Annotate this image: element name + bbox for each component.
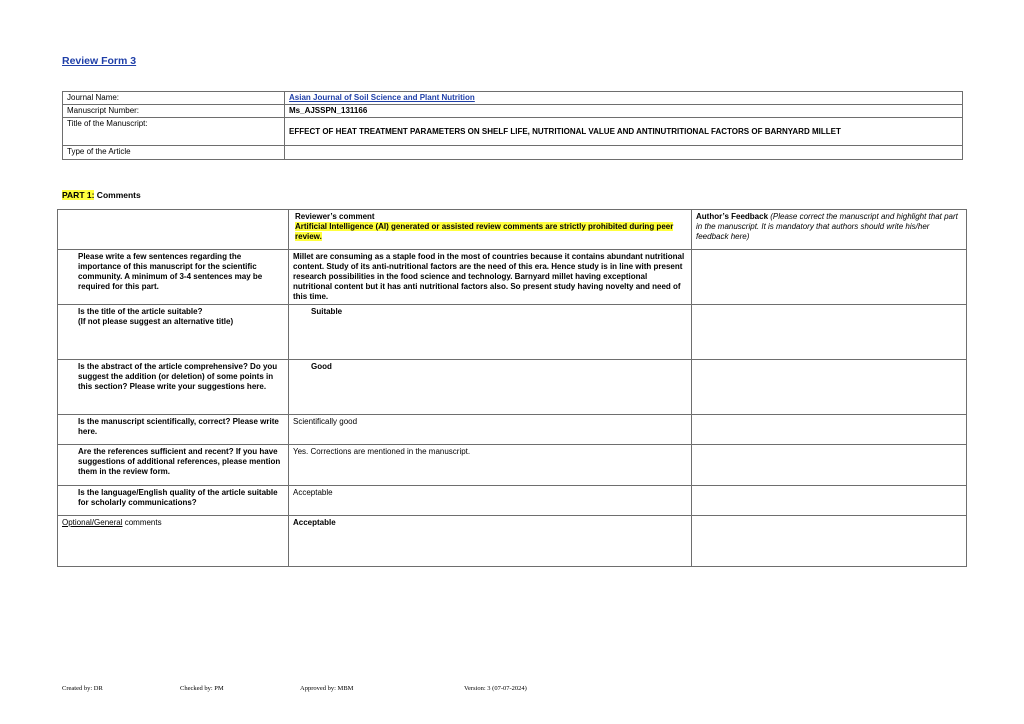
author-feedback-cell[interactable] <box>692 360 967 415</box>
reviewer-header: Reviewer’s comment <box>295 212 375 221</box>
author-feedback-cell[interactable] <box>692 415 967 445</box>
footer-approved: Approved by: MBM <box>300 685 354 692</box>
part1-suffix: Comments <box>94 190 141 200</box>
footer <box>62 685 582 695</box>
author-header-cell <box>692 210 967 250</box>
manuscript-info-table <box>62 91 963 160</box>
author-feedback-cell[interactable] <box>692 305 967 360</box>
title-value: EFFECT OF HEAT TREATMENT PARAMETERS ON SHELF LIFE, NUTRITIONAL VALUE AND ANTINUTRITIONAL FACTORS OF BARNYARD MILLET <box>285 118 963 146</box>
part1-label: PART 1: <box>62 190 95 200</box>
header-empty-cell <box>58 210 289 250</box>
author-feedback-cell[interactable] <box>692 250 967 305</box>
optional-comments-row <box>58 516 967 567</box>
manuscript-number-label: Manuscript Number: <box>63 105 285 118</box>
question-importance: Please write a few sentences regarding the importance of this manuscript for the scientific community. A minimum of 3-4 sentences may be required for this part. <box>58 250 289 305</box>
table-row <box>58 305 967 360</box>
table-row <box>58 445 967 486</box>
optional-comments-label-cell <box>58 516 289 567</box>
question-abstract: Is the abstract of the article comprehensive? Do you suggest the addition (or deletion) of some points in this section? Please write your suggestions here. <box>58 360 289 415</box>
answer-language: Acceptable <box>289 486 692 516</box>
ai-notice: Artificial Intelligence (AI) generated or assisted review comments are strictly prohibited during peer review. <box>295 222 674 241</box>
table-row <box>58 360 967 415</box>
answer-importance: Millet are consuming as a staple food in the most of countries because it contains abundant nutritional content. Study of its anti-nutritional factors are the need of this era. Hence study is in line with present research possibilities in the food science and technology. Barnyard millet having exceptional nutritional content but it has anti nutritional factors also. So present study having novelty and need of this time. <box>289 250 692 305</box>
answer-references: Yes. Corrections are mentioned in the manuscript. <box>289 445 692 486</box>
footer-version: Version: 3 (07-07-2024) <box>464 685 527 692</box>
comments-header-row <box>58 210 967 250</box>
manuscript-number-row <box>63 105 963 118</box>
author-note: (Please correct the manuscript and highlight that part in the manuscript. It is mandatory that authors should write his/her feedback here) <box>696 212 958 241</box>
journal-name-link-text[interactable]: Asian Journal of Soil Science and Plant Nutrition <box>289 93 475 102</box>
optional-suffix: comments <box>122 518 162 527</box>
article-type-row <box>63 146 963 160</box>
journal-label: Journal Name: <box>63 92 285 105</box>
footer-checked: Checked by: PM <box>180 685 224 692</box>
reviewer-header-cell <box>289 210 692 250</box>
comments-table <box>57 209 967 567</box>
form-title: Review Form 3 <box>62 55 137 67</box>
optional-label: Optional/General <box>62 518 123 527</box>
manuscript-number-value: Ms_AJSSPN_131166 <box>285 105 963 118</box>
question-language: Is the language/English quality of the article suitable for scholarly communications? <box>58 486 289 516</box>
author-feedback-cell[interactable] <box>692 516 967 567</box>
question-scientific: Is the manuscript scientifically, correct? Please write here. <box>58 415 289 445</box>
question-references: Are the references sufficient and recent? If you have suggestions of additional references, please mention them in the review form. <box>58 445 289 486</box>
journal-name-link[interactable] <box>285 92 963 105</box>
part1-heading <box>62 190 141 200</box>
table-row <box>58 250 967 305</box>
author-header: Author’s Feedback <box>696 212 769 221</box>
title-label: Title of the Manuscript: <box>63 118 285 146</box>
table-row <box>58 415 967 445</box>
answer-scientific: Scientifically good <box>289 415 692 445</box>
author-feedback-cell[interactable] <box>692 445 967 486</box>
title-row <box>63 118 963 146</box>
question-title: Is the title of the article suitable? (If not please suggest an alternative title) <box>58 305 289 360</box>
footer-created: Created by: DR <box>62 685 103 692</box>
journal-row <box>63 92 963 105</box>
table-row <box>58 486 967 516</box>
answer-abstract: Good <box>289 360 692 415</box>
answer-title: Suitable <box>289 305 692 360</box>
author-feedback-cell[interactable] <box>692 486 967 516</box>
optional-answer: Acceptable <box>289 516 692 567</box>
article-type-label: Type of the Article <box>63 146 285 160</box>
article-type-value <box>285 146 963 160</box>
